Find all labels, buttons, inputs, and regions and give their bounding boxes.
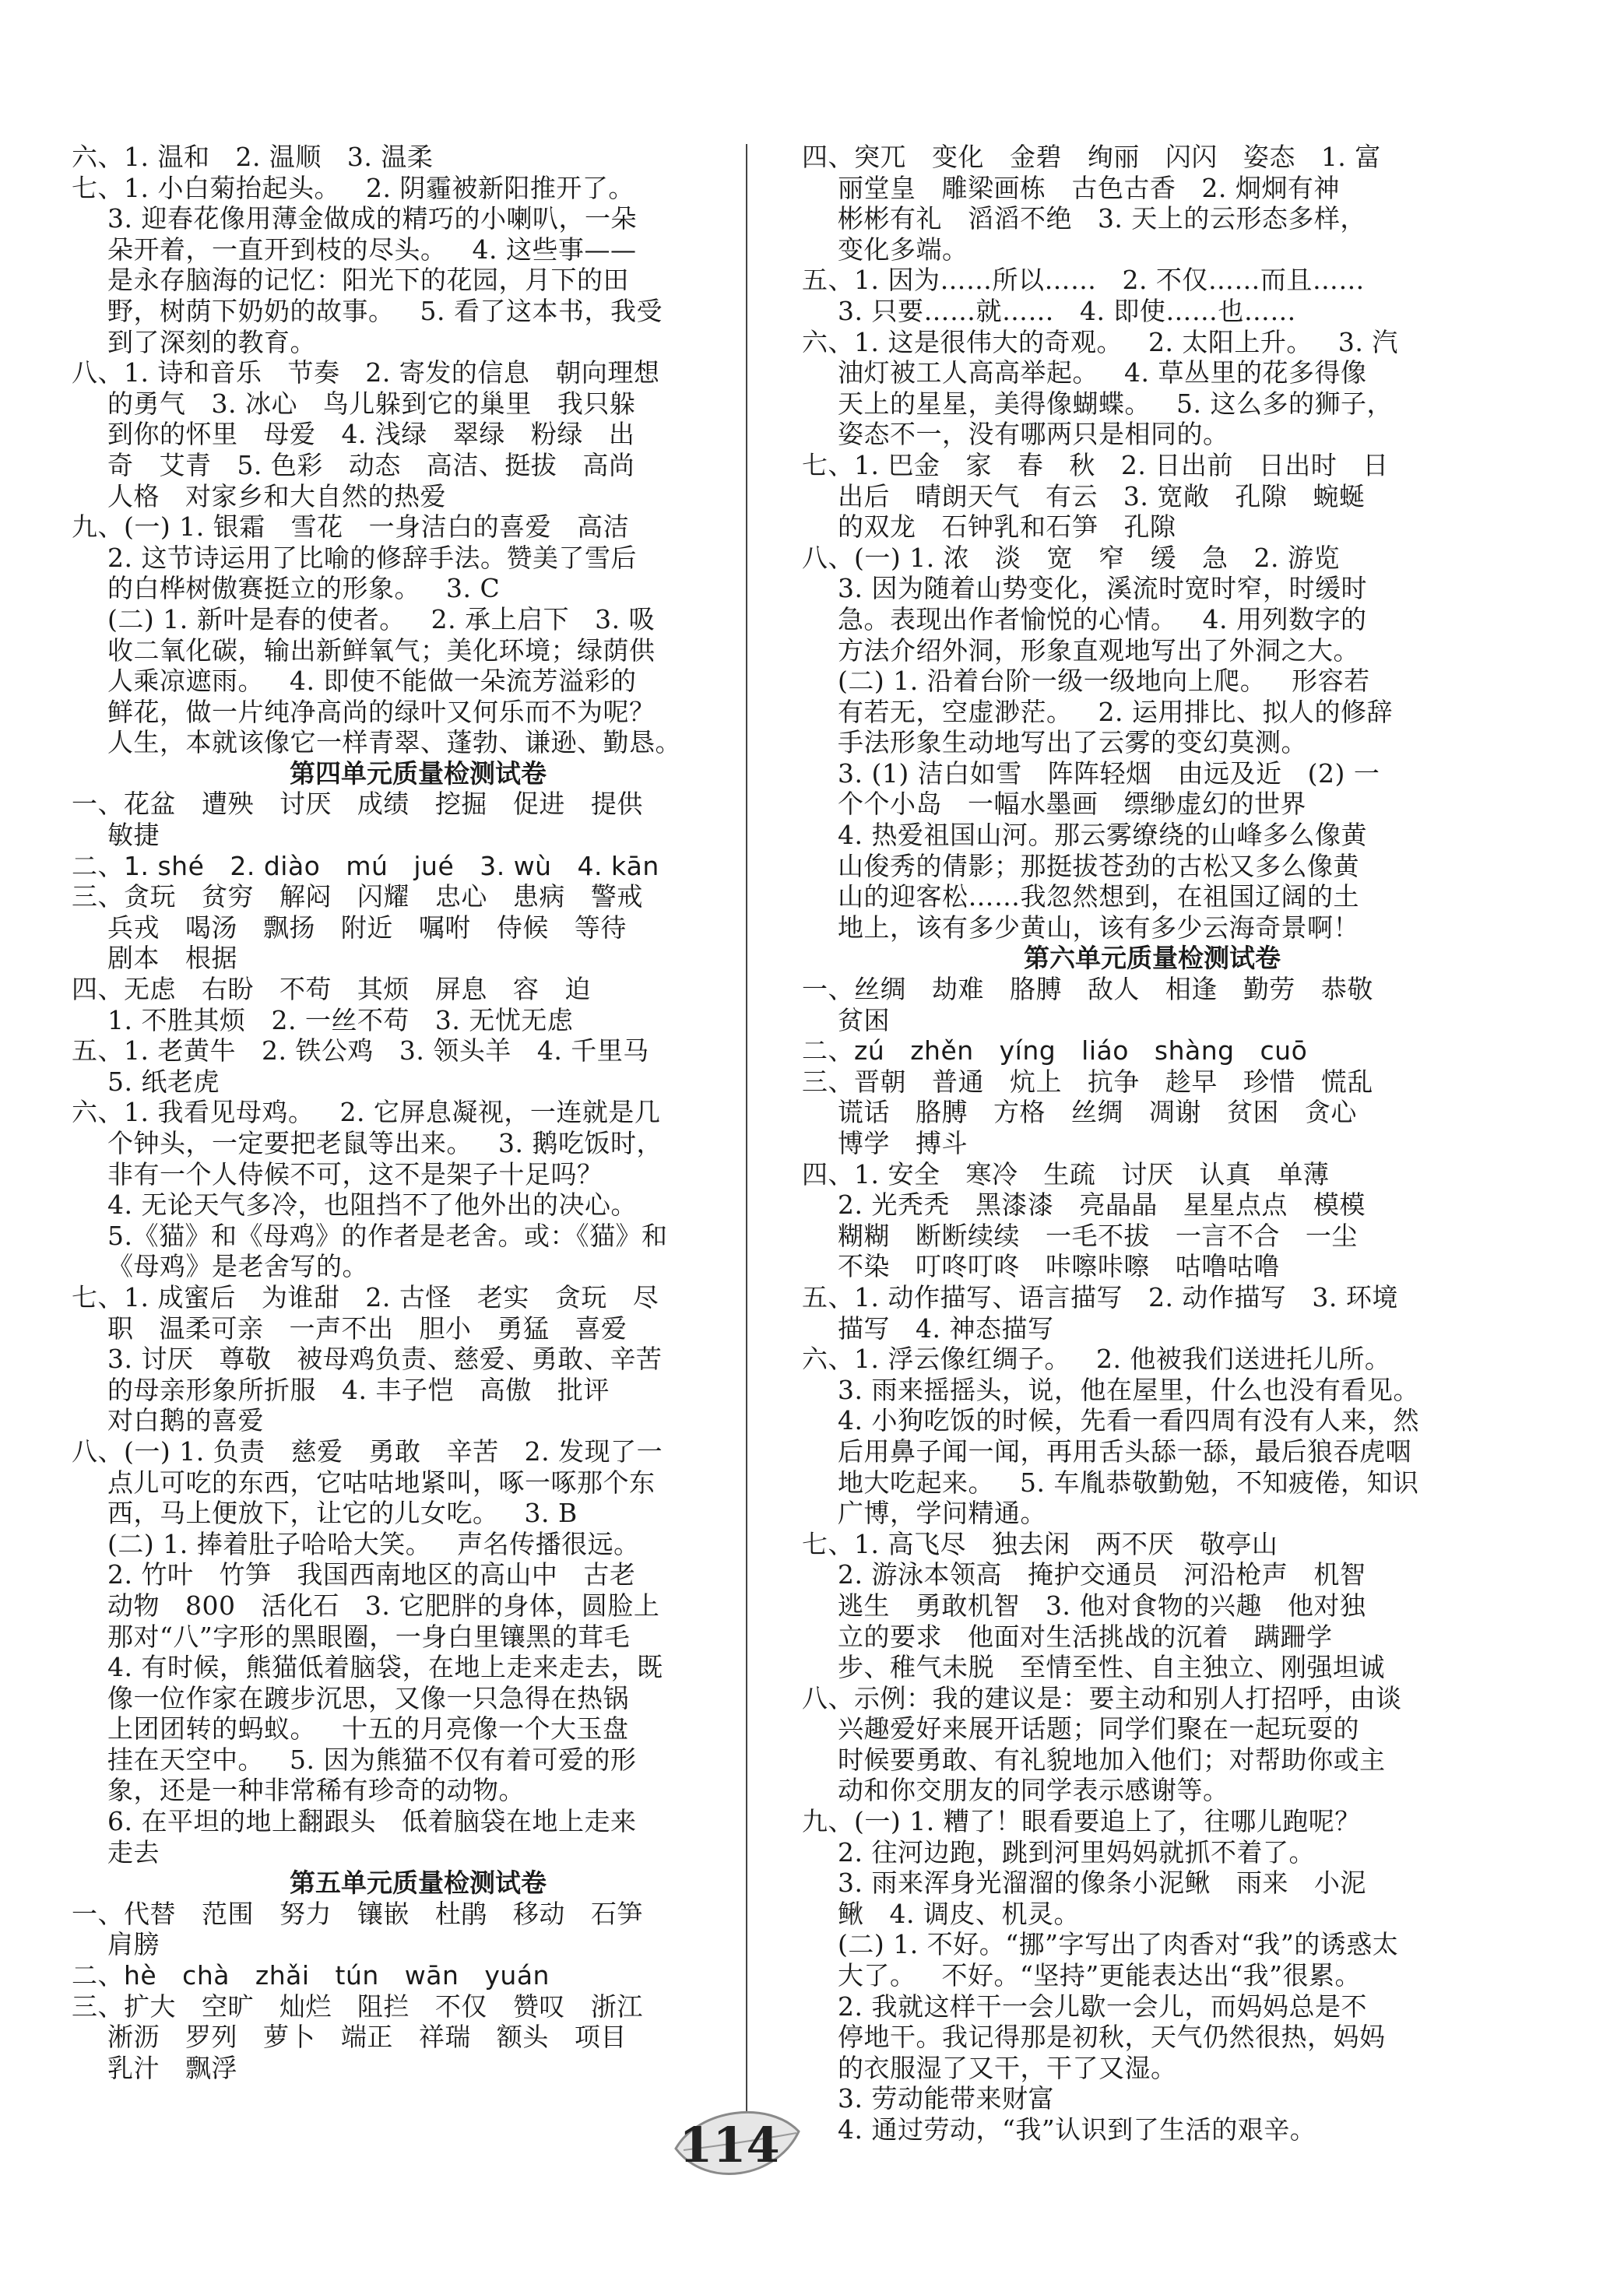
answer-line: 二、zú zhěn yíng liáo shàng cuō	[802, 1035, 1308, 1066]
answer-line-continuation: 肩膀	[107, 1929, 160, 1960]
answer-line-continuation: 朵开着，一直开到枝的尽头。 4. 这些事——	[107, 234, 637, 265]
answer-line-continuation: 上团团转的蚂蚁。 十五的月亮像一个大玉盘	[107, 1713, 629, 1745]
answer-line-continuation: 的母亲形象所折服 4. 丰子恺 高傲 批评	[107, 1374, 610, 1405]
answer-line-continuation: 收二氧化碳，输出新鲜氧气；美化环境；绿荫供	[107, 634, 656, 666]
answer-line-continuation: (二) 1. 新叶是春的使者。 2. 承上启下 3. 吸	[107, 603, 656, 634]
answer-line-continuation: 丽堂皇 雕梁画栋 古色古香 2. 炯炯有神	[838, 172, 1340, 203]
answer-line: 八、(一) 1. 浓 淡 宽 窄 缓 急 2. 游览	[802, 542, 1341, 573]
answer-line-continuation: 象，还是一种非常稀有珍奇的动物。	[107, 1775, 525, 1806]
answer-line-continuation: 地大吃起来。 5. 车胤恭敬勤勉，不知疲倦，知识	[838, 1467, 1419, 1498]
answer-line: 四、突兀 变化 金碧 绚丽 闪闪 姿态 1. 富	[802, 142, 1381, 172]
answer-line-continuation: 2. 竹叶 竹笋 我国西南地区的高山中 古老	[107, 1559, 636, 1590]
answer-line-continuation: 3. 劳动能带来财富	[838, 2083, 1054, 2114]
answer-line-continuation: 野，树荫下奶奶的故事。 5. 看了这本书，我受	[107, 295, 663, 326]
answer-line: 二、1. shé 2. diào mú jué 3. wù 4. kān	[72, 850, 659, 881]
answer-line-continuation: 3. 雨来摇摇头，说，他在屋里，什么也没有看见。	[838, 1374, 1419, 1405]
answer-line-continuation: 糊糊 断断续续 一毛不拔 一言不合 一尘	[838, 1220, 1358, 1251]
answer-line-continuation: 山俊秀的倩影；那挺拔苍劲的古松又多么像黄	[838, 850, 1359, 881]
answer-line-continuation: 立的要求 他面对生活挑战的沉着 蹒跚学	[838, 1621, 1333, 1652]
answer-line-continuation: 地上，该有多少黄山，该有多少云海奇景啊！	[838, 912, 1359, 943]
answer-line-continuation: 兵戎 喝汤 飘扬 附近 嘱咐 侍候 等待	[107, 912, 627, 943]
answer-line-continuation: 3. 迎春花像用薄金做成的精巧的小喇叭，一朵	[107, 203, 637, 234]
answer-line-continuation: 兴趣爱好来展开话题；同学们聚在一起玩耍的	[838, 1713, 1359, 1745]
answer-line-continuation: 2. 光秃秃 黑漆漆 亮晶晶 星星点点 模模	[838, 1189, 1366, 1221]
answer-line-continuation: 大了。 不好。“坚持”更能表达出“我”很累。	[838, 1960, 1361, 1991]
answer-line-continuation: 5.《猫》和《母鸡》的作者是老舍。或：《猫》和	[107, 1220, 668, 1251]
answer-line-continuation: 的衣服湿了又干，干了又湿。	[838, 2052, 1177, 2083]
answer-line-continuation: 到你的怀里 母爱 4. 浅绿 翠绿 粉绿 出	[107, 419, 635, 450]
answer-line-continuation: 3. 雨来浑身光溜溜的像条小泥鳅 雨来 小泥	[838, 1868, 1366, 1899]
answer-line-continuation: 4. 有时候，熊猫低着脑袋，在地上走来走去，既	[107, 1652, 663, 1683]
answer-line-continuation: 变化多端。	[838, 234, 968, 265]
answer-line-continuation: 个个小岛 一幅水墨画 缥缈虚幻的世界	[838, 789, 1306, 820]
section-heading: 第六单元质量检测试卷	[1024, 943, 1281, 974]
answer-line-continuation: 4. 热爱祖国山河。那云雾缭绕的山峰多么像黄	[838, 820, 1367, 851]
answer-line-continuation: 3. (1) 洁白如雪 阵阵轻烟 由远及近 (2) 一	[838, 757, 1380, 789]
answer-line-continuation: 方法介绍外洞，形象直观地写出了外洞之大。	[838, 634, 1359, 666]
answer-line-continuation: 油灯被工人高高举起。 4. 草丛里的花多得像	[838, 357, 1367, 388]
answer-line: 六、1. 这是很伟大的奇观。 2. 太阳上升。 3. 汽	[802, 326, 1398, 357]
answer-line-continuation: 乳汁 飘浮	[107, 2052, 237, 2083]
answer-line-continuation: 个钟头，一定要把老鼠等出来。 3. 鹅吃饭时，	[107, 1128, 663, 1158]
answer-line-continuation: 手法形象生动地写出了云雾的变幻莫测。	[838, 727, 1307, 758]
answer-line: 三、晋朝 普通 炕上 抗争 趁早 珍惜 慌乱	[802, 1066, 1373, 1097]
answer-line-continuation: 剧本 根据	[107, 943, 237, 974]
answer-line-continuation: 的白桦树傲赛挺立的形象。 3. C	[107, 573, 501, 604]
answer-line: 六、1. 浮云像红绸子。 2. 他被我们送进托儿所。	[802, 1344, 1391, 1375]
answer-line-continuation: 天上的星星，美得像蝴蝶。 5. 这么多的狮子，	[838, 388, 1393, 419]
answer-line-continuation: 3. 因为随着山势变化，溪流时宽时窄，时缓时	[838, 573, 1367, 604]
answer-line-continuation: 2. 游泳本领高 掩护交通员 河沿枪声 机智	[838, 1559, 1366, 1590]
answer-line: 八、示例：我的建议是：要主动和别人打招呼，由谈	[802, 1682, 1402, 1713]
answer-line-continuation: 急。表现出作者愉悦的心情。 4. 用列数字的	[838, 603, 1367, 634]
answer-line-continuation: 彬彬有礼 滔滔不绝 3. 天上的云形态多样，	[838, 203, 1366, 234]
answer-line-continuation: 的勇气 3. 冰心 鸟儿躲到它的巢里 我只躲	[107, 388, 636, 419]
answer-line: 一、丝绸 劫难 胳膊 敌人 相逢 勤劳 恭敬	[802, 974, 1373, 1005]
right-column	[802, 142, 1503, 2145]
answer-line-continuation: 鲜花，做一片纯净高尚的绿叶又何乐而不为呢？	[107, 696, 656, 727]
answer-line-continuation: 的双龙 石钟乳和石笋 孔隙	[838, 511, 1176, 543]
answer-line-continuation: 姿态不一，没有哪两只是相同的。	[838, 419, 1229, 450]
answer-line-continuation: 像一位作家在踱步沉思，又像一只急得在热锅	[107, 1682, 629, 1713]
answer-line: 七、1. 成蜜后 为谁甜 2. 古怪 老实 贪玩 尽	[72, 1281, 659, 1312]
answer-line: 五、1. 动作描写、语言描写 2. 动作描写 3. 环境	[802, 1281, 1398, 1312]
page-number: 114	[679, 2117, 780, 2173]
answer-line-continuation: 贫困	[838, 1004, 890, 1035]
answer-line: 六、1. 我看见母鸡。 2. 它屏息凝视，一连就是几	[72, 1097, 661, 1128]
answer-line-continuation: 逃生 勇敢机智 3. 他对食物的兴趣 他对独	[838, 1590, 1366, 1621]
answer-line-continuation: 西，马上便放下，让它的儿女吃。 3. B	[107, 1498, 578, 1529]
answer-line-continuation: 淅沥 罗列 萝卜 端正 祥瑞 额头 项目	[107, 2022, 627, 2053]
section-heading: 第四单元质量检测试卷	[290, 757, 547, 789]
answer-line: 六、1. 温和 2. 温顺 3. 温柔	[72, 142, 434, 172]
answer-line-continuation: 3. 讨厌 尊敬 被母鸡负责、慈爱、勇敢、辛苦	[107, 1344, 663, 1375]
answer-line-continuation: 2. 我就这样干一会儿歇一会儿，而妈妈总是不	[838, 1991, 1367, 2022]
answer-line-continuation: 5. 纸老虎	[107, 1066, 220, 1097]
answer-line: 九、(一) 1. 糟了！眼看要追上了，往哪儿跑呢？	[802, 1806, 1361, 1837]
answer-line-continuation: (二) 1. 捧着肚子哈哈大笑。 声名传播很远。	[107, 1528, 640, 1559]
answer-line-continuation: 《母鸡》是老舍写的。	[107, 1251, 368, 1282]
answer-line: 三、贪玩 贫穷 解闷 闪耀 忠心 患病 警戒	[72, 881, 643, 912]
answer-line-continuation: 动物 800 活化石 3. 它肥胖的身体，圆脸上	[107, 1590, 660, 1621]
answer-line-continuation: 挂在天空中。 5. 因为熊猫不仅有着可爱的形	[107, 1744, 637, 1775]
answer-line-continuation: 2. 往河边跑，跳到河里妈妈就抓不着了。	[838, 1836, 1315, 1868]
section-heading: 第五单元质量检测试卷	[290, 1868, 547, 1899]
answer-line: 三、扩大 空旷 灿烂 阻拦 不仅 赞叹 浙江	[72, 1991, 643, 2022]
answer-line-continuation: 博学 搏斗	[838, 1128, 968, 1158]
answer-line-continuation: 走去	[107, 1836, 160, 1868]
answer-line-continuation: 广博，学问精通。	[838, 1498, 1046, 1529]
answer-line-continuation: 后用鼻子闻一闻，再用舌头舔一舔，最后狼吞虎咽	[838, 1435, 1411, 1467]
answer-line-continuation: 非有一个人侍候不可，这不是架子十足吗？	[107, 1158, 603, 1189]
answer-line-continuation: 敏捷	[107, 820, 160, 851]
answer-line-continuation: 职 温柔可亲 一声不出 胆小 勇猛 喜爱	[107, 1312, 627, 1344]
answer-line-continuation: 时候要勇敢、有礼貌地加入他们；对帮助你或主	[838, 1744, 1386, 1775]
answer-line: 七、1. 高飞尽 独去闲 两不厌 敬亭山	[802, 1528, 1278, 1559]
answer-line: 九、(一) 1. 银霜 雪花 一身洁白的喜爱 高洁	[72, 511, 630, 543]
answer-line-continuation: 有若无，空虚渺茫。 2. 运用排比、拟人的修辞	[838, 696, 1393, 727]
answer-line-continuation: 鳅 4. 调皮、机灵。	[838, 1898, 1080, 1929]
answer-line-continuation: 出后 晴朗天气 有云 3. 宽敞 孔隙 蜿蜒	[838, 480, 1366, 511]
answer-line: 八、1. 诗和音乐 节奏 2. 寄发的信息 朝向理想	[72, 357, 660, 388]
answer-line-continuation: (二) 1. 不好。“挪”字写出了肉香对“我”的诱惑太	[838, 1929, 1399, 1960]
answer-line: 一、花盆 遭殃 讨厌 成绩 挖掘 促进 提供	[72, 789, 643, 820]
answer-line: 八、(一) 1. 负责 慈爱 勇敢 辛苦 2. 发现了一	[72, 1435, 663, 1467]
answer-line-continuation: 人乘凉遮雨。 4. 即使不能做一朵流芳溢彩的	[107, 666, 637, 697]
answer-line-continuation: 描写 4. 神态描写	[838, 1312, 1054, 1344]
answer-line: 五、1. 老黄牛 2. 铁公鸡 3. 领头羊 4. 千里马	[72, 1035, 649, 1066]
answer-line: 七、1. 巴金 家 春 秋 2. 日出前 日出时 日	[802, 449, 1389, 480]
answer-line-continuation: 是永存脑海的记忆：阳光下的花园，月下的田	[107, 265, 629, 296]
answer-line-continuation: 4. 小狗吃饭的时候，先看一看四周有没有人来，然	[838, 1405, 1419, 1436]
answer-line: 二、hè chà zhǎi tún wān yuán	[72, 1960, 550, 1991]
answer-line-continuation: 人生，本就该像它一样青翠、蓬勃、谦逊、勤恳。	[107, 727, 681, 758]
answer-line-continuation: 停地干。我记得那是初秋，天气仍然很热，妈妈	[838, 2022, 1386, 2053]
answer-line: 四、无虑 右盼 不苟 其烦 屏息 容 迫	[72, 974, 591, 1005]
answer-line: 四、1. 安全 寒冷 生疏 讨厌 认真 单薄	[802, 1158, 1330, 1189]
answer-line-continuation: (二) 1. 沿着台阶一级一级地向上爬。 形容若	[838, 666, 1370, 697]
answer-line-continuation: 动和你交朋友的同学表示感谢等。	[838, 1775, 1229, 1806]
answer-line-continuation: 4. 无论天气多冷，也阻挡不了他外出的决心。	[107, 1189, 637, 1221]
answer-line: 七、1. 小白菊抬起头。 2. 阴霾被新阳推开了。	[72, 172, 634, 203]
answer-line-continuation: 1. 不胜其烦 2. 一丝不苟 3. 无忧无虑	[107, 1004, 574, 1035]
answer-line-continuation: 奇 艾青 5. 色彩 动态 高洁、挺拔 高尚	[107, 449, 635, 480]
answer-line-continuation: 3. 只要……就…… 4. 即使……也……	[838, 295, 1296, 326]
answer-line: 一、代替 范围 努力 镶嵌 杜鹃 移动 石笋	[72, 1898, 643, 1929]
answer-line-continuation: 6. 在平坦的地上翻跟头 低着脑袋在地上走来	[107, 1806, 637, 1837]
answer-line-continuation: 对白鹅的喜爱	[107, 1405, 264, 1436]
answer-line-continuation: 山的迎客松……我忽然想到，在祖国辽阔的土	[838, 881, 1359, 912]
answer-line-continuation: 2. 这节诗运用了比喻的修辞手法。赞美了雪后	[107, 542, 637, 573]
answer-line-continuation: 那对“八”字形的黑眼圈，一身白里镶黑的茸毛	[107, 1621, 631, 1652]
answer-line-continuation: 不染 叮咚叮咚 咔嚓咔嚓 咕噜咕噜	[838, 1251, 1280, 1282]
left-column	[72, 142, 765, 2083]
answer-line-continuation: 点儿可吃的东西，它咕咕地紧叫，啄一啄那个东	[107, 1467, 656, 1498]
answer-line-continuation: 人格 对家乡和大自然的热爱	[107, 480, 446, 511]
answer-line-continuation: 4. 通过劳动，“我”认识到了生活的艰辛。	[838, 2114, 1316, 2145]
answer-line-continuation: 谎话 胳膊 方格 丝绸 凋谢 贫困 贪心	[838, 1097, 1357, 1128]
answer-line-continuation: 到了深刻的教育。	[107, 326, 316, 357]
answer-line-continuation: 步、稚气未脱 至情至性、自主独立、刚强坦诚	[838, 1652, 1385, 1683]
answer-line: 五、1. 因为……所以…… 2. 不仅……而且……	[802, 265, 1365, 296]
